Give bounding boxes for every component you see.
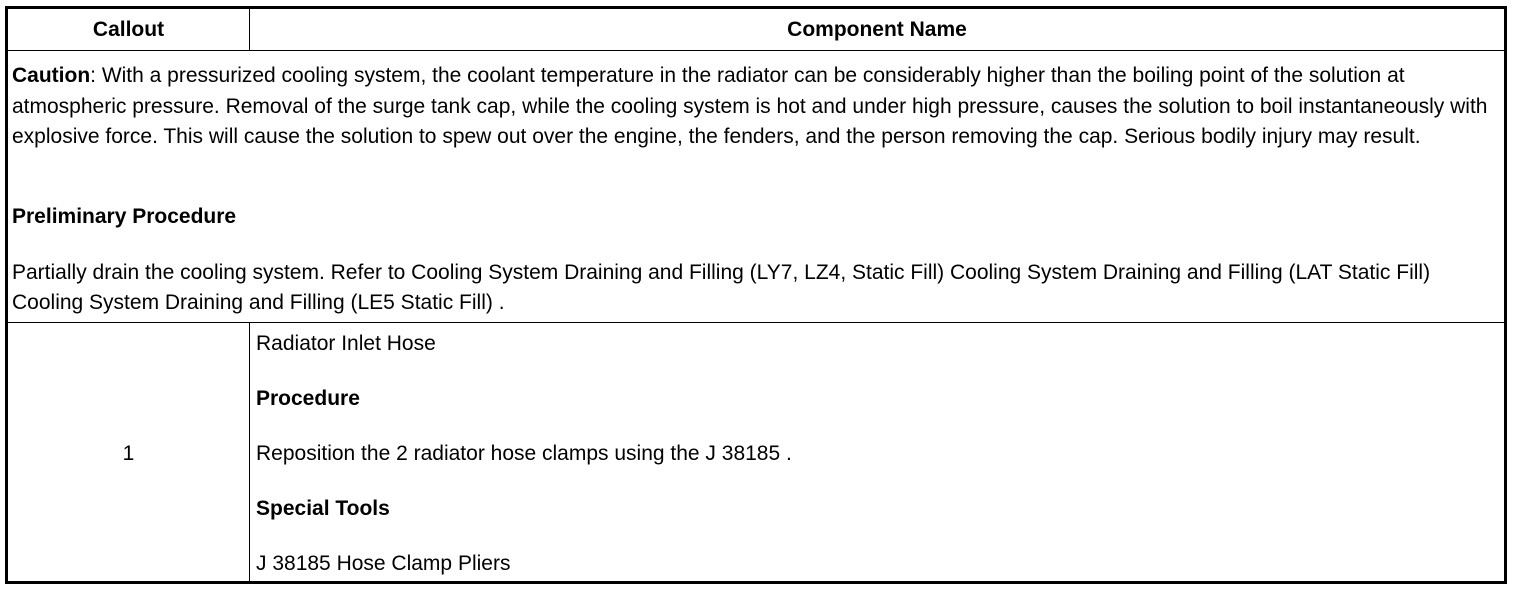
preliminary-procedure-text: Partially drain the cooling system. Refer to Cooling System Draining and Filling (LY7, LZ4, Static Fill) Cooling System Draining and Filling (LAT Static Fill) Cooling System Draining and Filling (LE5 Static Fill) . (12, 261, 1431, 314)
header-component-name: Component Name (787, 18, 967, 41)
row-divider (8, 322, 1504, 323)
component-name: Radiator Inlet Hose (256, 332, 436, 355)
procedure-table (5, 6, 1507, 584)
caution-paragraph (12, 61, 1500, 153)
procedure-text: Reposition the 2 radiator hose clamps using the J 38185 . (256, 442, 792, 465)
header-callout: Callout (92, 18, 165, 41)
special-tools-text: J 38185 Hose Clamp Pliers (256, 552, 511, 575)
header-divider (8, 50, 1504, 51)
caution-text: : With a pressurized cooling system, the coolant temperature in the radiator can be considerably higher than the boiling point of the solution at atmospheric pressure. Removal of the surge tank cap, while the cooling system is hot and under high pressure, causes the solution to boil instantaneously with explosive force. This will cause the solution to spew out over the engine, the fenders, and the person removing the cap. Serious bodily injury may result. (12, 64, 1488, 148)
procedure-heading: Procedure (256, 387, 360, 410)
column-divider (249, 322, 250, 581)
callout-number: 1 (122, 442, 135, 465)
caution-label: Caution (12, 64, 91, 87)
preliminary-procedure-heading: Preliminary Procedure (12, 205, 237, 228)
special-tools-heading: Special Tools (256, 497, 390, 520)
